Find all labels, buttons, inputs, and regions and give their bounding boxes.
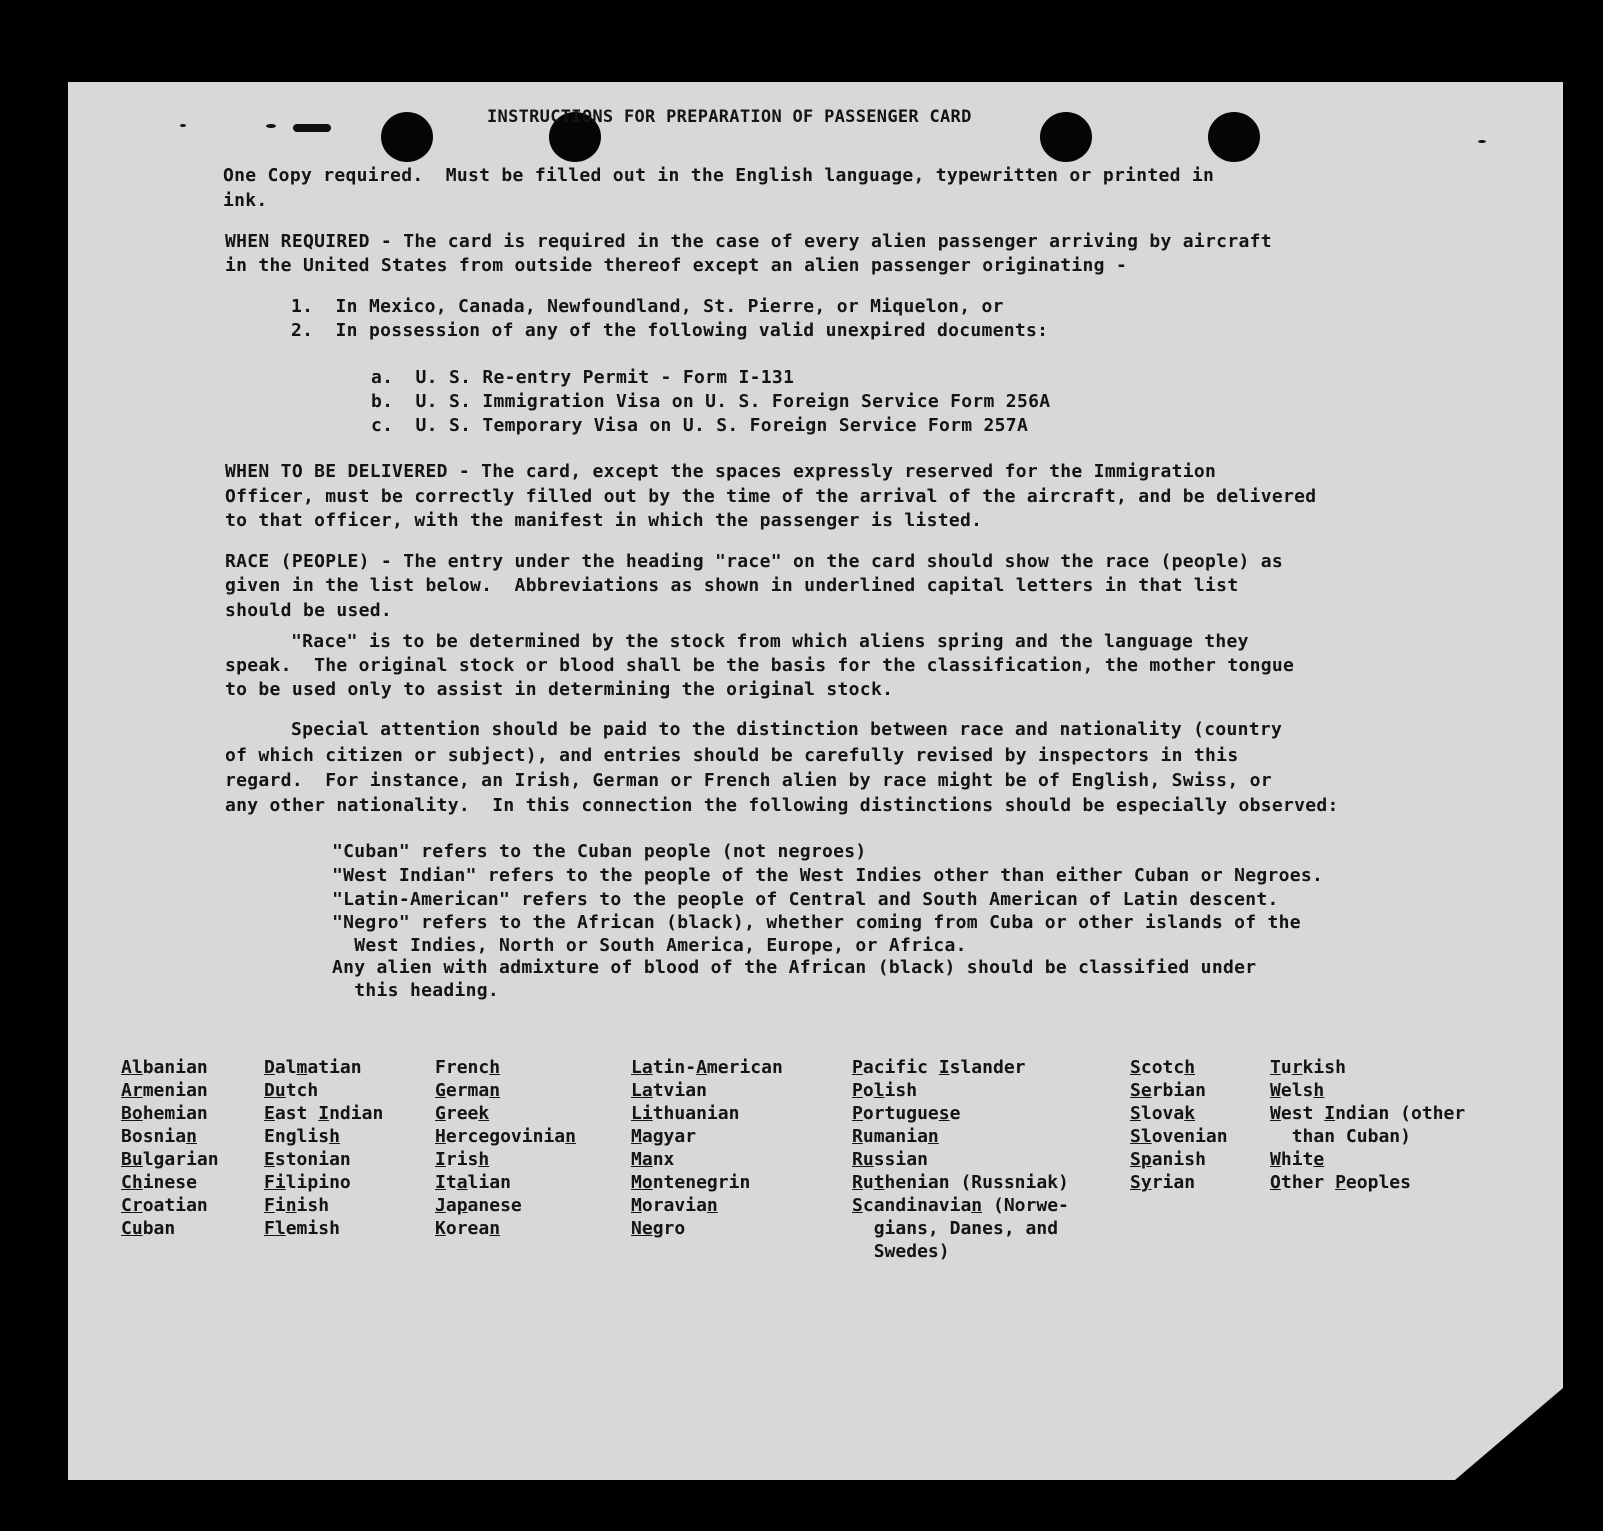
punch-hole <box>1040 112 1092 162</box>
exception-item: 2. In possession of any of the following valid unexpired documents: <box>291 320 1049 341</box>
race-definition-line: to be used only to assist in determining the original stock. <box>225 679 894 700</box>
race-entry: Lithuanian <box>631 1103 740 1124</box>
race-entry: French <box>435 1057 501 1078</box>
race-entry: Scandinavian (Norwe- <box>852 1195 1069 1216</box>
race-list-column <box>1270 1056 1465 1194</box>
race-entry: Welsh <box>1270 1080 1325 1101</box>
race-entry: Irish <box>435 1149 490 1170</box>
race-entry: Slovak <box>1130 1103 1196 1124</box>
race-entry: gians, Danes, and <box>873 1218 1059 1239</box>
race-entry: Rumanian <box>852 1126 939 1147</box>
race-people-line: given in the list below. Abbreviations as shown in underlined capital letters in that list <box>225 575 1239 596</box>
race-list-column <box>264 1056 383 1240</box>
race-entry: than Cuban) <box>1291 1126 1411 1147</box>
intro-line: ink. <box>223 190 268 211</box>
race-entry: English <box>264 1126 340 1147</box>
race-entry: Manx <box>631 1149 675 1170</box>
punch-hole <box>1208 112 1260 162</box>
when-required-line: in the United States from outside thereof except an alien passenger originating - <box>225 255 1128 276</box>
race-list-column <box>1130 1056 1228 1194</box>
race-entry: Spanish <box>1130 1149 1206 1170</box>
race-entry: East Indian <box>264 1103 384 1124</box>
race-entry: Estonian <box>264 1149 351 1170</box>
race-list-column <box>631 1056 783 1240</box>
special-attention-line: any other nationality. In this connection the following distinctions should be especially observed: <box>225 795 1339 816</box>
race-entry: Negro <box>631 1218 686 1239</box>
special-attention-line: of which citizen or subject), and entries should be carefully revised by inspectors in this <box>225 745 1239 766</box>
special-attention-line: regard. For instance, an Irish, German or French alien by race might be of English, Swiss, or <box>225 770 1272 791</box>
race-entry: Latin-American <box>631 1057 783 1078</box>
race-entry: Croatian <box>121 1195 208 1216</box>
race-entry: Bulgarian <box>121 1149 219 1170</box>
race-entry: Flemish <box>264 1218 340 1239</box>
race-definition-line: "Race" is to be determined by the stock from which aliens spring and the language they <box>291 631 1249 652</box>
race-entry: Magyar <box>631 1126 697 1147</box>
race-entry: Greek <box>435 1103 490 1124</box>
distinction-line: Any alien with admixture of blood of the African (black) should be classified under <box>332 957 1257 978</box>
distinction-line: "West Indian" refers to the people of the West Indies other than either Cuban or Negroes. <box>332 865 1324 886</box>
race-entry: Pacific Islander <box>852 1057 1026 1078</box>
race-entry: West Indian (other <box>1270 1103 1466 1124</box>
race-entry: Latvian <box>631 1080 707 1101</box>
punch-hole <box>381 112 433 162</box>
ink-mark <box>293 124 331 132</box>
race-entry: Syrian <box>1130 1172 1196 1193</box>
race-list-column <box>435 1056 576 1240</box>
race-entry: German <box>435 1080 501 1101</box>
race-entry: Bohemian <box>121 1103 208 1124</box>
race-entry: Dalmatian <box>264 1057 362 1078</box>
race-entry: White <box>1270 1149 1325 1170</box>
folded-corner <box>1455 1388 1563 1480</box>
when-delivered-line: to that officer, with the manifest in which the passenger is listed. <box>225 510 983 531</box>
race-entry: Dutch <box>264 1080 319 1101</box>
race-entry: Scotch <box>1130 1057 1196 1078</box>
race-entry: Albanian <box>121 1057 208 1078</box>
when-delivered-line: Officer, must be correctly filled out by the time of the arrival of the aircraft, and be delivered <box>225 486 1317 507</box>
exception-item: 1. In Mexico, Canada, Newfoundland, St. Pierre, or Miquelon, or <box>291 296 1004 317</box>
race-list-column <box>852 1056 1069 1263</box>
document-item: c. U. S. Temporary Visa on U. S. Foreign Service Form 257A <box>371 415 1029 436</box>
race-entry: Chinese <box>121 1172 197 1193</box>
race-entry: Polish <box>852 1080 918 1101</box>
race-entry: Bosnian <box>121 1126 197 1147</box>
race-entry: Italian <box>435 1172 511 1193</box>
distinction-line: this heading. <box>332 980 500 1001</box>
page-title: INSTRUCTIONS FOR PREPARATION OF PASSENGER CARD <box>487 107 972 127</box>
race-entry: Montenegrin <box>631 1172 751 1193</box>
when-required-line: WHEN REQUIRED - The card is required in the case of every alien passenger arriving by aircraft <box>225 231 1272 252</box>
race-entry: Serbian <box>1130 1080 1206 1101</box>
race-definition-line: speak. The original stock or blood shall be the basis for the classification, the mother tongue <box>225 655 1295 676</box>
distinction-line: "Cuban" refers to the Cuban people (not negroes) <box>332 841 867 862</box>
special-attention-line: Special attention should be paid to the distinction between race and nationality (country <box>291 719 1283 740</box>
race-entry: Korean <box>435 1218 501 1239</box>
distinction-line: "Latin-American" refers to the people of Central and South American of Latin descent. <box>332 889 1279 910</box>
race-entry: Finish <box>264 1195 330 1216</box>
race-entry: Russian <box>852 1149 928 1170</box>
ink-mark <box>180 124 186 127</box>
document-item: b. U. S. Immigration Visa on U. S. Foreign Service Form 256A <box>371 391 1051 412</box>
race-entry: Moravian <box>631 1195 718 1216</box>
race-entry: Hercegovinian <box>435 1126 576 1147</box>
distinction-line: West Indies, North or South America, Europe, or Africa. <box>332 935 967 956</box>
race-list-column <box>121 1056 219 1240</box>
race-people-line: RACE (PEOPLE) - The entry under the heading "race" on the card should show the race (people) as <box>225 551 1284 572</box>
race-entry: Portuguese <box>852 1103 961 1124</box>
document-item: a. U. S. Re-entry Permit - Form I-131 <box>371 367 795 388</box>
race-entry: Filipino <box>264 1172 351 1193</box>
race-entry: Japanese <box>435 1195 522 1216</box>
race-entry: Turkish <box>1270 1057 1346 1078</box>
race-people-line: should be used. <box>225 600 393 621</box>
when-delivered-line: WHEN TO BE DELIVERED - The card, except the spaces expressly reserved for the Immigration <box>225 461 1217 482</box>
race-entry: Armenian <box>121 1080 208 1101</box>
race-entry: Cuban <box>121 1218 176 1239</box>
ink-mark <box>1478 140 1486 143</box>
distinction-line: "Negro" refers to the African (black), whether coming from Cuba or other islands of the <box>332 912 1301 933</box>
race-entry: Slovenian <box>1130 1126 1228 1147</box>
race-entry: Other Peoples <box>1270 1172 1411 1193</box>
intro-line: One Copy required. Must be filled out in the English language, typewritten or printed in <box>223 165 1215 186</box>
ink-mark <box>266 124 276 128</box>
race-entry: Ruthenian (Russniak) <box>852 1172 1069 1193</box>
race-entry: Swedes) <box>873 1241 950 1262</box>
